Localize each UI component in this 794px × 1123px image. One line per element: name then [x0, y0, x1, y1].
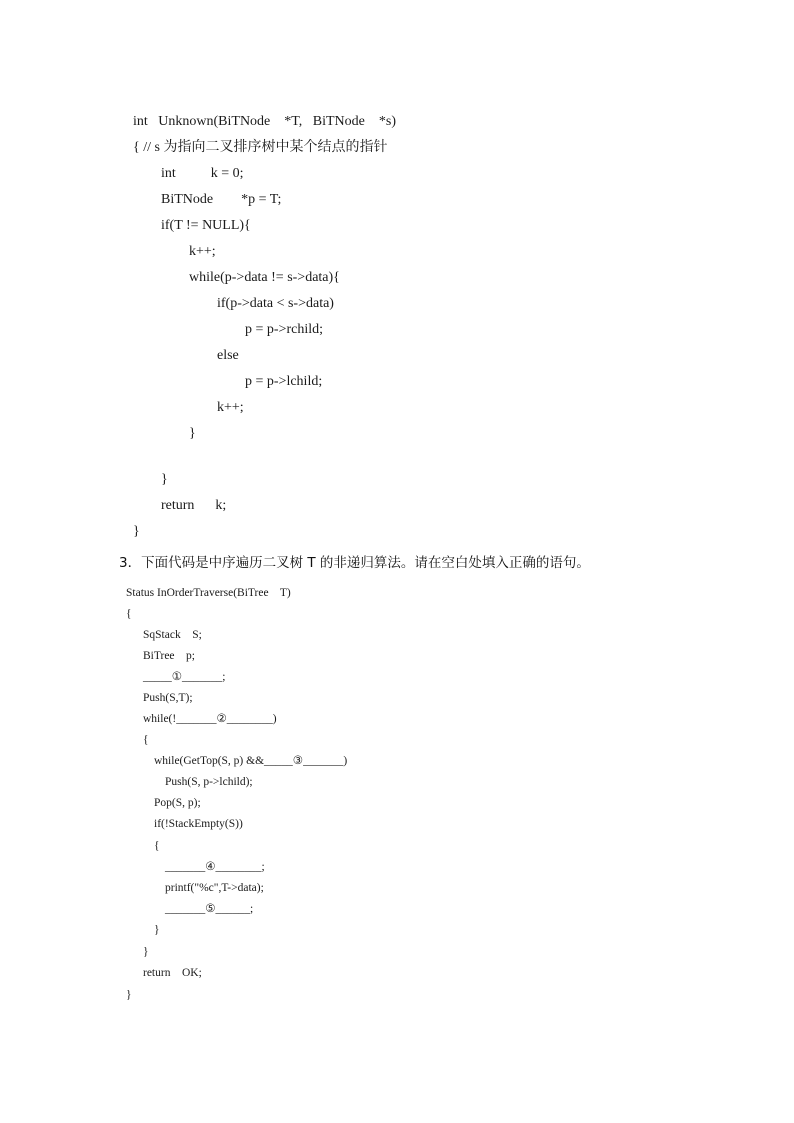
code2-line-12: if(!StackEmpty(S)) [154, 818, 243, 830]
code2-line-10: Push(S, p->lchild); [165, 776, 253, 788]
code1-line-15: return k; [161, 498, 227, 513]
code1-line-6: k++; [189, 244, 216, 259]
code2-line-17: } [154, 924, 160, 936]
code2-line-1: Status InOrderTraverse(BiTree T) [126, 587, 291, 599]
code2-line-8: { [143, 734, 149, 746]
code1-line-2: { // s 为指向二叉排序树中某个结点的指针 [133, 140, 388, 155]
code1-line-16: } [133, 524, 140, 539]
code2-line-13: { [154, 840, 160, 852]
code2-blank-1: _____①_______; [143, 671, 226, 683]
code1-line-4: BiTNode *p = T; [161, 192, 282, 207]
code1-line-9: p = p->rchild; [245, 322, 323, 337]
code2-blank-3: while(GetTop(S, p) &&_____③_______) [154, 755, 348, 767]
code2-line-18: } [143, 946, 149, 958]
code2-blank-5: _______⑤______; [165, 903, 254, 915]
code1-line-8: if(p->data < s->data) [217, 296, 334, 311]
code2-blank-2: while(!_______②________) [143, 713, 277, 725]
code1-line-7: while(p->data != s->data){ [189, 270, 340, 285]
code2-line-6: Push(S,T); [143, 692, 193, 704]
question-text: 3．下面代码是中序遍历二叉树 T 的非递归算法。请在空白处填入正确的语句。 [119, 555, 590, 571]
code2-line-2: { [126, 608, 132, 620]
code2-line-11: Pop(S, p); [154, 797, 201, 809]
code1-line-10: else [217, 348, 239, 363]
code2-line-20: } [126, 989, 132, 1001]
code1-line-3: int k = 0; [161, 166, 244, 181]
code2-line-15: printf("%c",T->data); [165, 882, 264, 894]
code2-blank-4: _______④________; [165, 861, 265, 873]
code1-line-12: k++; [217, 400, 244, 415]
code1-line-1: int Unknown(BiTNode *T, BiTNode *s) [133, 114, 396, 129]
code1-line-13: } [189, 426, 196, 441]
code2-line-3: SqStack S; [143, 629, 202, 641]
code2-line-19: return OK; [143, 967, 202, 979]
code1-line-5: if(T != NULL){ [161, 218, 251, 233]
code2-line-4: BiTree p; [143, 650, 195, 662]
code1-line-14: } [161, 472, 168, 487]
code1-line-11: p = p->lchild; [245, 374, 323, 389]
